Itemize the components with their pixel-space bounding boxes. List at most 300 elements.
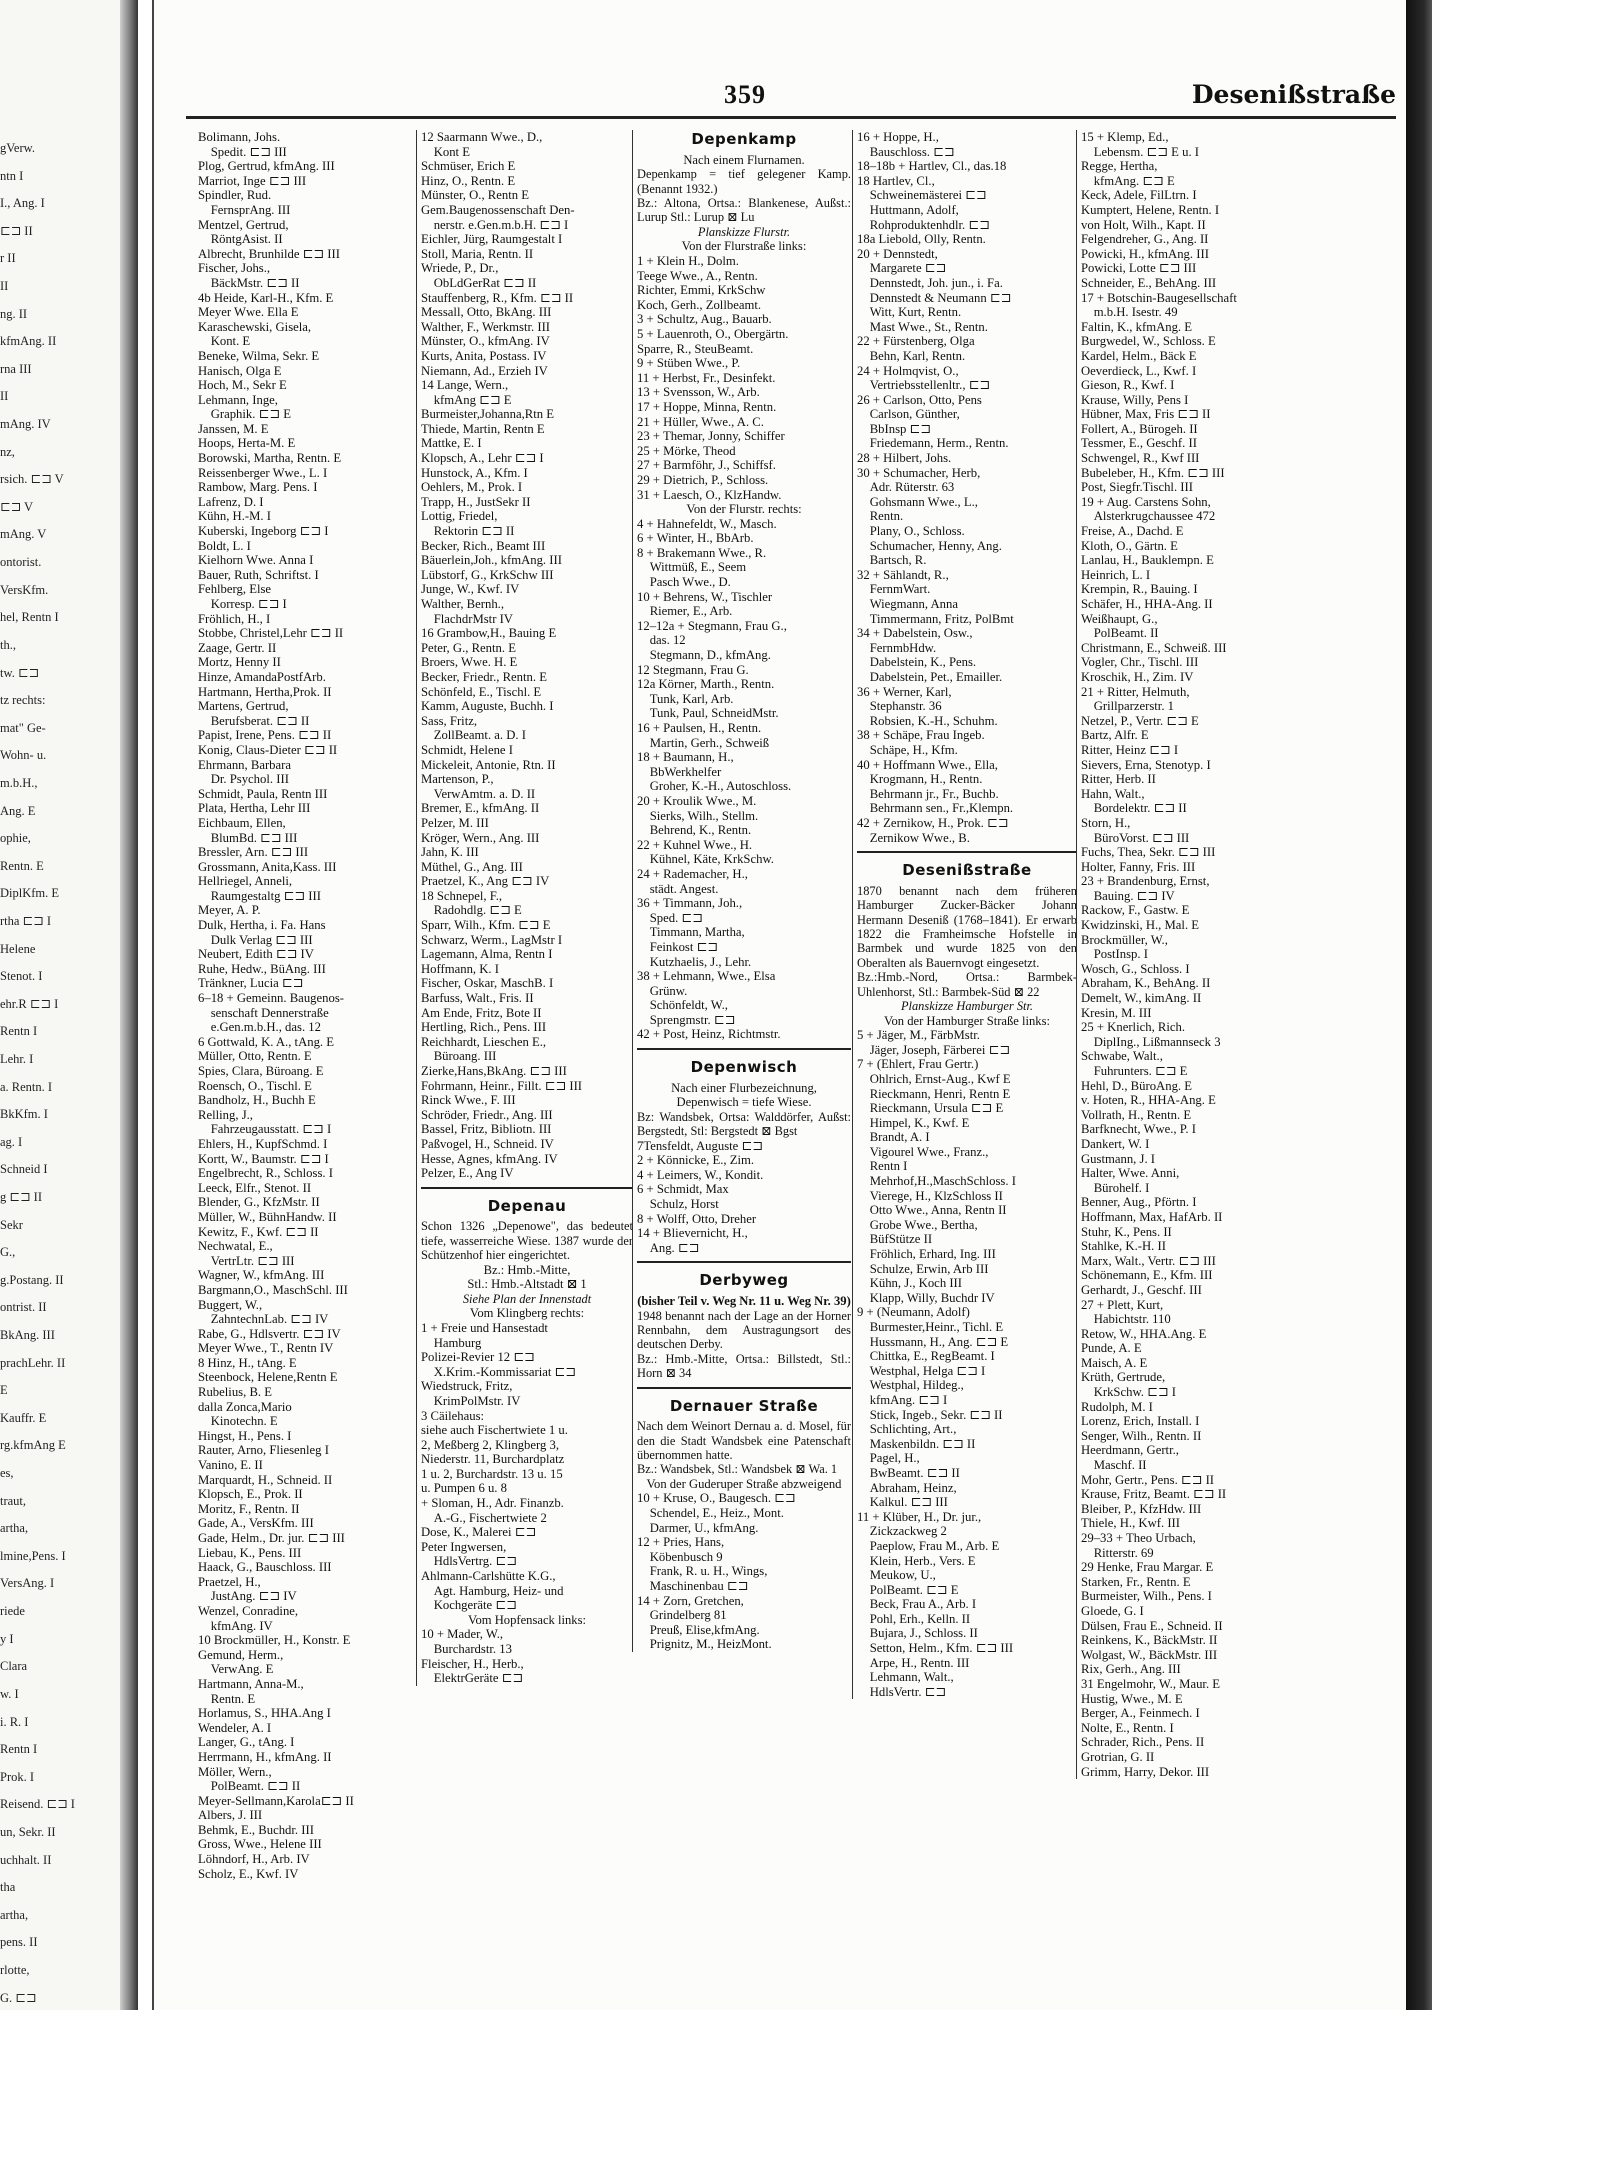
directory-entry: Netzel, P., Vertr. ⊏⊐ E [1081,713,1199,728]
directory-entry: Hamburg [421,1335,482,1350]
directory-entry: Bauer, Ruth, Schriftst. I [198,567,319,582]
directory-entry: Spindler, Rud. [198,188,272,203]
directory-entry: Schulz, Horst [637,1197,719,1212]
directory-entry: Schröder, Friedr., Ang. III [421,1107,553,1122]
fragment-text: kfmAng. II [0,334,57,349]
directory-entry: Ritterstr. 69 [1081,1545,1154,1560]
directory-entry: 11 + Klüber, H., Dr. jur., [857,1509,982,1524]
directory-entry: 9 + Stüben Wwe., P. [637,356,741,371]
directory-entry: Darmer, U., kfmAng. [637,1520,759,1535]
fragment-text: w. I [0,1686,19,1701]
directory-entry: Fuchs, Thea, Sekr. ⊏⊐ III [1081,845,1216,860]
directory-entry: Burmeister, Wilh., Pens. I [1081,1589,1212,1604]
section-side-2: Von der Flurstr. rechts: [686,502,802,517]
directory-entry: VerwAng. E [198,1662,274,1677]
section-divider [637,1261,851,1263]
directory-entry: Vanino, E. II [198,1458,263,1473]
directory-entry: Zierke,Hans,BkAng. ⊏⊐ III [421,1064,567,1078]
fragment-text: gVerw. [0,141,35,155]
directory-entry: ObLdGerRat ⊏⊐ II [421,275,537,290]
directory-entry: Bubeleber, H., Kfm. ⊏⊐ III [1081,465,1225,480]
directory-entry: Pelzer, M. III [421,815,489,830]
directory-entry: Bressler, Arn. ⊏⊐ III [198,845,309,860]
directory-entry: 16 + Hoppe, H., [857,130,939,144]
directory-entry: Paßvogel, H., Schneid. IV [421,1136,554,1151]
directory-entry: Maisch, A. E [1081,1355,1148,1370]
directory-entry: Marriot, Inge ⊏⊐ III [198,173,307,188]
directory-entry: Wiedstruck, Fritz, [421,1379,513,1394]
directory-entry: Lagemann, Alma, Rentn I [421,947,553,962]
directory-entry: Junge, W., Kwf. IV [421,582,520,597]
directory-entry: Lottig, Friedel, [421,509,498,524]
directory-entry: Hartmann, Anna-M., [198,1676,304,1691]
directory-entry: Klein, Herb., Vers. E [857,1553,976,1568]
directory-entry: Kumptert, Helene, Rentn. I [1081,202,1220,217]
fragment-text: Prok. I [0,1769,35,1784]
directory-entry: 21 + Hüller, Wwe., A. C. [637,414,764,429]
fragment-text: Rentn. E [0,858,44,873]
directory-entry: Kurts, Anita, Postass. IV [421,348,547,363]
directory-entry: Borowski, Martha, Rentn. E [198,451,342,466]
directory-entry: Roensch, O., Tischl. E [198,1078,312,1093]
directory-entry: 24 + Holmqvist, O., [857,363,959,378]
column-4 [852,130,1077,1699]
fragment-text: rg.kfmAng E [0,1438,66,1453]
directory-entry: 7Tensfeldt, Auguste ⊏⊐ [637,1138,763,1153]
directory-entry: Radohdlg. ⊏⊐ E [421,903,522,918]
directory-entry: Langer, G., tAng. I [198,1735,295,1750]
directory-entry: Fehlberg, Else [198,582,272,597]
directory-entry: Pasch Wwe., D. [637,575,731,590]
directory-entry: Alsterkrugchaussee 472 [1081,509,1216,524]
directory-entry: Kutzhaelis, J., Lehr. [637,954,752,969]
directory-entry: Vertriebsstellenltr., ⊏⊐ [857,378,991,393]
directory-entry: 29 Henke, Frau Margar. E [1081,1560,1214,1575]
directory-entry: 14 + Zorn, Gretchen, [637,1593,744,1608]
directory-entry: Marx, Walt., Vertr. ⊏⊐ III [1081,1253,1216,1268]
directory-entry: Brockmüller, W., [1081,932,1168,947]
directory-entry: Martenson, P., [421,772,494,787]
directory-entry: Riemer, E., Arb. [637,604,733,619]
directory-entry: Hoch, M., Sekr E [198,378,287,393]
fragment-text: g ⊏⊐ II [0,1190,42,1204]
directory-entry: Plany, O., Schloss. [857,524,965,539]
fragment-text: mAng. IV [0,417,51,432]
directory-entry: BbWerkhelfer [637,764,722,779]
directory-entry: Wriede, P., Dr., [421,261,499,276]
directory-entry: Rabe, G., Hdlsvertr. ⊏⊐ IV [198,1326,341,1341]
directory-entry: Ohlrich, Ernst-Aug., Kwf E [857,1071,1011,1086]
directory-entry: Sievers, Erna, Stenotyp. I [1081,757,1211,772]
directory-entry: Hoffmann, Max, HafArb. II [1081,1209,1223,1224]
fragment-text: ng. II [0,306,28,321]
directory-entry: Schneider, E., BehAng. III [1081,275,1217,290]
page-header [154,78,1408,118]
directory-entry: Fleischer, H., Herb., [421,1656,524,1671]
directory-entry: Gross, Wwe., Helene III [198,1837,322,1852]
directory-entry: Lebensm. ⊏⊐ E u. I [1081,144,1200,159]
directory-entry: Rambow, Marg. Pens. I [198,480,318,495]
directory-entry: Ritter, Herb. II [1081,772,1156,787]
section-desc: Depenwisch = tiefe Wiese. [676,1095,812,1110]
directory-entry: Berufsberat. ⊏⊐ II [198,713,310,728]
directory-entry: Powicki, Lotte ⊏⊐ III [1081,261,1197,276]
directory-entry: A.-G., Fischertwiete 2 [421,1510,547,1525]
directory-entry: Beneke, Wilma, Sekr. E [198,348,320,363]
directory-entry: Vigourel Wwe., Franz., [857,1144,989,1159]
directory-entry: Huttmann, Adolf, [857,202,959,217]
directory-entry: Barfuss, Walt., Fris. II [421,991,534,1006]
directory-entry: Dennstedt & Neumann ⊏⊐ [857,290,1012,305]
fragment-text: II [0,279,9,294]
directory-entry: 10 + Mader, W., [421,1627,504,1642]
directory-entry: Krüth, Gertrude, [1081,1370,1166,1385]
running-head: Desenißstraße [1191,80,1396,109]
section-plan: Planskizze Hamburger Str. [900,998,1034,1013]
section-desc: 1948 benannt nach der Lage an der Horner Rennbahn, dem Austragungsort des deutschen Derby. [637,1308,851,1352]
directory-entry: Zickzackweg 2 [857,1524,947,1539]
directory-entry: 40 + Hoffmann Wwe., Ella, [857,757,998,772]
directory-entry: Praetzel, H., [198,1574,261,1589]
fragment-text: mat" Ge- [0,720,46,735]
directory-entry: Fischer, Johs., [198,261,271,276]
directory-entry: 12a Körner, Marth., Rentn. [637,677,775,692]
directory-entry: Tunk, Karl, Arb. [637,691,734,706]
directory-entry: Heerdmann, Gertr., [1081,1443,1179,1458]
directory-entry: Ehrmann, Barbara [198,757,292,772]
directory-entry: Bujara, J., Schloss. II [857,1626,978,1641]
directory-entry: 18 Schnepel, F., [421,888,503,903]
directory-entry: Rix, Gerh., Ang. III [1081,1662,1181,1677]
directory-entry: Graphik. ⊏⊐ E [198,407,292,422]
directory-entry: Blender, G., KfzMstr. II [198,1195,320,1210]
fragment-text: E [0,1383,8,1398]
directory-entry: Praetzel, K., Ang ⊏⊐ IV [421,874,550,889]
directory-entry: Richter, Emmi, KrkSchw [637,283,766,298]
directory-entry: Stephanstr. 36 [857,699,942,714]
directory-entry: 18–18b + Hartlev, Cl., das.18 [857,159,1007,174]
directory-entry: Kielhorn Wwe. Anna I [198,553,314,568]
directory-entry: 34 + Dabelstein, Osw., [857,626,973,641]
directory-entry: Kroschik, H., Zim. IV [1081,669,1194,684]
directory-entry: Rentn I [857,1159,908,1174]
directory-entry: 27 + Barmföhr, J., Schiffsf. [637,458,776,473]
directory-entry: Heinrich, L. I [1081,567,1151,582]
directory-entry: Schwabe, Walt., [1081,1049,1163,1064]
directory-entry: Schrader, Rich., Pens. II [1081,1735,1205,1750]
fragment-text: I., Ang. I [0,196,45,211]
directory-entry: Bürohelf. I [1081,1180,1150,1195]
directory-entry: 27 + Plett, Kurt, [1081,1297,1164,1312]
directory-entry: Karaschewski, Gisela, [198,319,312,334]
directory-entry: 4 + Leimers, W., Kondit. [637,1167,764,1182]
section-desc: Nach dem Weinort Dernau a. d. Mosel, für den die Stadt Wandsbek eine Patenschaft übernommen hatte. [637,1419,851,1463]
directory-entry: Burmester,Heinr., Tichl. E [857,1320,1004,1334]
dark-edge [1406,0,1432,2010]
directory-entry: Fahrzeugausstatt. ⊏⊐ I [198,1122,332,1137]
directory-entry: 19 + Aug. Carstens Sohn, [1081,494,1211,509]
fragment-text: G. ⊏⊐ [0,1990,37,2005]
directory-entry: Bäuerlein,Joh., kfmAng. III [421,553,562,568]
directory-entry: Lehmann, Inge, [198,392,278,407]
directory-entry: Hübner, Max, Fris ⊏⊐ II [1081,407,1211,422]
directory-entry: Neubert, Edith ⊏⊐ IV [198,947,314,962]
directory-entry: 4b Heide, Karl-H., Kfm. E [198,290,334,305]
directory-entry: Schweinemästerei ⊏⊐ [857,188,987,203]
directory-entry: 31 + Laesch, O., KlzHandw. [637,487,782,502]
fragment-text: Schneid I [0,1162,48,1177]
section-divider [637,1048,851,1050]
fragment-text: Rentn I [0,1742,38,1757]
directory-entry: Meukow, U., [857,1568,936,1583]
directory-entry: Sparre, R., SteuBeamt. [637,341,754,356]
directory-entry: Himpel, K., Kwf. E [857,1115,970,1130]
directory-entry: Klapp, Willy, Buchdr IV [857,1290,995,1305]
fragment-text: es, [0,1466,14,1481]
section-sub: Nach einem Flurnamen. [683,152,805,167]
directory-entry: 6 + Schmidt, Max [637,1182,729,1197]
directory-entry: Schmüser, Erich E [421,159,516,174]
directory-entry: Stick, Ingeb., Sekr. ⊏⊐ II [857,1407,1003,1422]
directory-entry: Dabelstein, K., Pens. [857,655,977,670]
directory-entry: Behrend, K., Rentn. [637,823,752,838]
directory-entry: Witt, Kurt, Rentn. [857,305,962,320]
directory-entry: Müller, W., BühnHandw. II [198,1209,337,1224]
fragment-text: Sekr [0,1217,23,1232]
directory-entry: Scholz, E., Kwf. IV [198,1866,299,1881]
directory-entry: Meyer Wwe. Ella E [198,305,299,320]
directory-entry: Löhndorf, H., Arb. IV [198,1852,310,1867]
directory-entry: Klopsch, E., Prok. II [198,1487,303,1502]
directory-entry: Meyer-Sellmann,Karola⊏⊐ II [198,1793,354,1808]
directory-entry: 23 + Themar, Jonny, Schiffer [637,429,785,444]
directory-entry: 8 Hinz, H., tAng. E [198,1355,297,1370]
directory-entry: Albers, J. III [198,1808,263,1823]
directory-entry: Kresin, M. III [1081,1005,1152,1020]
directory-entry: Bremer, E., kfmAng. II [421,801,540,816]
directory-entry: Otto Wwe., Anna, Rentn II [857,1203,1007,1218]
directory-entry: 18 + Baumann, H., [637,750,734,765]
directory-entry: Gade, Helm., Dr. jur. ⊏⊐ III [198,1531,345,1545]
directory-entry: Hinze, AmandaPostfArb. [198,669,326,684]
directory-entry: Gustmann, J. I [1081,1151,1156,1166]
directory-entry: Reissenberger Wwe., L. I [198,465,328,480]
directory-entry: Bordelektr. ⊏⊐ II [1081,801,1187,816]
directory-entry: Kühn, H.-M. I [198,509,271,524]
directory-entry: Timmann, Martha, [637,925,745,940]
directory-entry: Schlichting, Art., [857,1422,957,1437]
fragment-text: g.Postang. II [0,1272,64,1287]
directory-entry: 20 + Dennstedt, [857,246,938,261]
directory-entry: Gade, A., VersKfm. III [198,1516,314,1531]
directory-entry: Keck, Adele, FilLtrn. I [1081,188,1197,203]
section-title-deseniss: Desenißstraße [902,861,1032,880]
directory-entry: Nolte, E., Rentn. I [1081,1720,1174,1735]
directory-entry: 11 + Herbst, Fr., Desinfekt. [637,370,776,385]
fragment-text: ⊏⊐ II [0,223,33,238]
fragment-text: pens. II [0,1935,38,1950]
directory-entry: Janssen, M. E [198,421,269,436]
directory-entry: Groher, K.-H., Autoschloss. [637,779,792,794]
directory-entry: Bolimann, Johs. [198,130,281,144]
directory-entry: Kalkul. ⊏⊐ III [857,1495,948,1510]
directory-entry: Wittmüß, E., Seem [637,560,747,575]
directory-entry: Friedemann, Herm., Rentn. [857,436,1009,451]
directory-entry: Holter, Fanny, Fris. III [1081,859,1196,874]
directory-entry: Robsien, K.-H., Schuhm. [857,713,998,728]
directory-entry: Kamm, Auguste, Buchh. I [421,699,554,714]
directory-entry: Münster, O., kfmAng. IV [421,334,550,349]
directory-entry: Grossmann, Anita,Kass. III [198,859,337,874]
directory-entry: Kühn, J., Koch III [857,1276,963,1291]
fragment-text: r II [0,251,16,266]
directory-entry: Hesse, Agnes, kfmAng. IV [421,1151,558,1166]
directory-entry: Bauschloss. ⊏⊐ [857,144,955,159]
section-sub: (bisher Teil v. Weg Nr. 11 u. Weg Nr. 39) [637,1294,851,1308]
directory-entry: PolBeamt. ⊏⊐ E [857,1582,959,1597]
directory-entry: 14 Lange, Wern., [421,378,509,393]
directory-entry: Lorenz, Erich, Install. I [1081,1414,1200,1429]
fragment-text: BkKfm. I [0,1107,48,1122]
directory-entry: Stobbe, Christel,Lehr ⊏⊐ II [198,626,344,641]
directory-entry: Behrmann sen., Fr.,Klempn. [857,801,1014,816]
directory-entry: Maschf. II [1081,1458,1147,1473]
fragment-text: y I [0,1631,14,1646]
directory-entry: Mattke, E. I [421,436,482,451]
directory-entry: 22 + Fürstenberg, Olga [857,334,975,349]
directory-entry: Frank, R. u. H., Wings, [637,1564,768,1579]
directory-entry: Hertling, Rich., Pens. III [421,1020,547,1035]
directory-entry: 16 + Paulsen, H., Rentn. [637,721,762,735]
directory-entry: Weißhaupt, G., [1081,611,1158,626]
directory-entry: Buggert, W., [198,1297,263,1312]
directory-entry: Timmermann, Fritz, PolBmt [857,611,1014,626]
directory-entry: Martens, Gertrud, [198,699,289,714]
fragment-text: tz rechts: [0,693,46,708]
directory-entry: 6 Gottwald, K. A., tAng. E [198,1034,335,1049]
section-office: Stl.: Hmb.-Altstadt ⊠ 1 [467,1277,587,1292]
directory-entry: Horlamus, S., HHA.Ang I [198,1706,331,1721]
directory-entry: Marquardt, H., Schneid. II [198,1472,333,1487]
directory-entry: Walther, F., Werkmstr. III [421,319,551,334]
directory-entry: Niederstr. 11, Burchardplatz [421,1452,565,1467]
directory-entry: Dennstedt, Joh. jun., i. Fa. [857,275,1003,290]
directory-entry: Herrmann, H., kfmAng. II [198,1749,332,1764]
directory-entry: Storn, H., [1081,815,1131,830]
directory-entry: Kont. E [198,334,251,349]
directory-entry: m.b.H. Isestr. 49 [1081,305,1178,320]
directory-entry: VertrLtr. ⊏⊐ III [198,1253,295,1268]
directory-entry: Ahlmann-Carlshütte K.G., [421,1569,556,1584]
directory-entry: Rauter, Arno, Fliesenleg I [198,1443,329,1458]
directory-entry: Felgendreher, G., Ang. II [1081,232,1209,247]
directory-entry: 24 + Rademacher, H., [637,866,748,881]
directory-entry: 17 + Botschin-Baugesellschaft [1081,290,1237,305]
directory-entry: Grindelberg 81 [637,1608,727,1623]
directory-entry: Stuhr, K., Pens. II [1081,1224,1172,1239]
fragment-text: ontorist. [0,555,42,570]
directory-entry: Barfknecht, Wwe., P. I [1081,1122,1196,1137]
fragment-text: rlotte, [0,1962,30,1977]
directory-entry: Burchardstr. 13 [421,1642,512,1656]
directory-entry: 1 + Freie und Hansestadt [421,1320,548,1335]
directory-entry: siehe auch Fischertwiete 1 u. [421,1423,568,1438]
directory-entry: Reinkens, K., BäckMstr. II [1081,1633,1218,1648]
directory-entry: Hanisch, Olga E [198,363,282,378]
directory-entry: Schönfeldt, W., [637,998,728,1013]
fragment-text: prachLehr. II [0,1355,66,1370]
fragment-text: th., [0,637,16,652]
directory-entry: 9 + (Neumann, Adolf) [857,1305,970,1320]
directory-entry: Starken, Fr., Rentn. E [1081,1574,1191,1589]
directory-entry: 31 Engelmohr, W., Maur. E [1081,1676,1221,1691]
fragment-text: a. Rentn. I [0,1079,53,1094]
directory-entry: Punde, A. E [1081,1341,1142,1356]
directory-entry: BlumBd. ⊏⊐ III [198,830,298,845]
directory-entry: Post, Siegfr.Tischl. III [1081,480,1193,495]
directory-entry: 15 + Klemp, Ed., [1081,130,1169,144]
fragment-text: II [0,389,9,404]
directory-entry: Mehrhof,H.,MaschSchloss. I [857,1174,1016,1189]
directory-entry: Dabelstein, Pet., Emailler. [857,669,1003,684]
directory-entry: 25 + Mörke, Theod [637,443,736,458]
directory-entry: PolBeamt. ⊏⊐ II [198,1779,301,1794]
directory-entry: 22 + Kuhnel Wwe., H. [637,837,753,852]
directory-entry: Beck, Frau A., Arb. I [857,1597,977,1612]
fragment-text: i. R. I [0,1714,29,1729]
directory-entry: Sped. ⊏⊐ [637,910,703,925]
directory-entry: 14 + Blievernicht, H., [637,1226,748,1241]
directory-entry: Wosch, G., Schloss. I [1081,961,1190,976]
directory-entry: PostInsp. I [1081,947,1148,962]
directory-entry: Thiele, H., Kwf. III [1081,1516,1180,1531]
directory-entry: BüroVorst. ⊏⊐ III [1081,830,1190,845]
directory-entry: 18a Liebold, Olly, Rentn. [857,232,986,247]
directory-entry: Behn, Karl, Rentn. [857,348,966,363]
directory-entry: 32 + Sählandt, R., [857,567,949,582]
directory-entry: Kinotechn. E [198,1414,278,1429]
directory-entry: X.Krim.-Kommissariat ⊏⊐ [421,1364,577,1379]
directory-entry: Schumacher, Henny, Ang. [857,538,1002,553]
section-sub: Nach einer Flurbezeichnung, [671,1080,817,1095]
section-plan: Siehe Plan der Innenstadt [462,1291,592,1306]
directory-entry: kfmAng. IV [198,1618,273,1633]
directory-entry: Schendel, E., Heiz., Mont. [637,1506,784,1521]
directory-entry: nerstr. e.Gen.m.b.H. ⊏⊐ I [421,217,569,232]
directory-entry: Vierege, H., KlzSchloss II [857,1188,1003,1203]
directory-entry: Oehlers, M., Prok. I [421,480,523,495]
fragment-text: tw. ⊏⊐ [0,665,40,680]
directory-entry: BbInsp ⊏⊐ [857,421,931,436]
directory-entry: Spedit. ⊏⊐ III [198,144,287,159]
directory-entry: 6 + Winter, H., BbArb. [637,531,754,546]
directory-entry: Sierks, Wilh., Stellm. [637,808,759,823]
directory-entry: ZahntechnLab. ⊏⊐ IV [198,1312,329,1327]
directory-entry: Kwidzinski, H., Mal. E [1081,918,1200,933]
directory-entry: Gohsmann Wwe., L., [857,494,978,509]
directory-entry: Messall, Otto, BkAng. III [421,305,552,320]
directory-entry: Schönfeld, E., Tischl. E [421,684,542,699]
directory-entry: Tränkner, Lucia ⊏⊐ [198,976,304,991]
directory-entry: Plog, Gertrud, kfmAng. III [198,159,335,174]
section-district: Bz: Wandsbek, Ortsa: Walddörfer, Außst: Bergstedt, Stl: Bergstedt ⊠ Bgst [637,1109,851,1139]
fragment-text: ehr.R ⊏⊐ I [0,996,59,1011]
facing-page-fragment [0,0,138,2010]
fragment-text: traut, [0,1493,27,1508]
directory-entry: 17 + Hoppe, Minna, Rentn. [637,399,777,414]
directory-entry: Schmidt, Helene I [421,742,513,757]
column-3 [632,130,851,1652]
